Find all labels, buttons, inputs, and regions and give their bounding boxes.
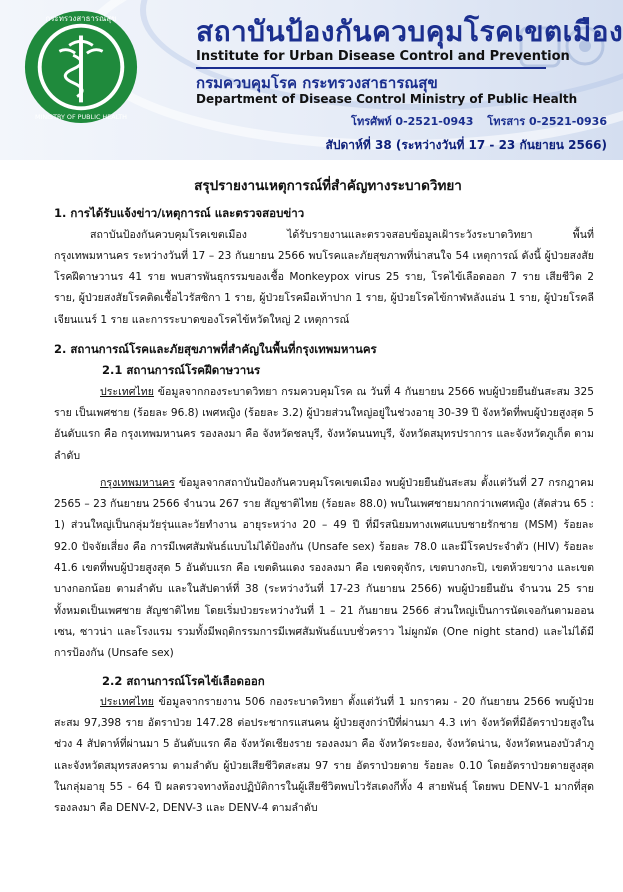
paragraph-text: ข้อมูลจากรายงาน 506 กองระบาดวิทยา ตั้งแต่วันที่ 1 มกราคม - 20 กันยายน 2566 พบผู้ป่วยสะสม 97,398 ราย อัตราป่วย 147.28 ต่อประชากรแสนคน ผู้ป่วยสูงกว่าปีที่ผ่านมา 4.3 เท่า จังหวัดที่มีอัตราป่วยสูงในช่วง 4 สัปดาห์ที่ผ่านมา 5 อันดับแรก คือ จังหวัดเชียงราย รองลงมา คือ จังหวัดระยอง, จังหวัดน่าน, จังหวัดหนองบัวลำภู และจังหวัดสมุทรสงคราม ตามลำดับ ผู้ป่วยเสียชีวิตสะสม 97 ราย อัตราป่วยตาย ร้อยละ 0.10 โดยอัตราป่วยตายสูงสุดในกลุ่มอายุ 55 - 64 ปี ผลตรวจทางห้องปฏิบัติการในผู้เสียชีวิตพบไวรัสเดงกีทั้ง 4 สายพันธุ์ โดยพบ DENV-1 มากที่สุด รองลงมา คือ DENV-2, DENV-3 และ DENV-4 ตามลำดับ <box>54 695 594 815</box>
section-2-1-paragraph-thailand <box>54 382 594 467</box>
section-1-paragraph: สถาบันป้องกันควบคุมโรคเขตเมือง ได้รับรายงานและตรวจสอบข้อมูลเฝ้าระวังระบาดวิทยา พื้นที่กรุงเทพมหานคร ระหว่างวันที่ 17 – 23 กันยายน 2566 พบโรคและภัยสุขภาพที่น่าสนใจ 54 เหตุการณ์ ดังนี้ ผู้ป่วยสงสัยโรคฝีดาษวานร 41 ราย พบสารพันธุกรรมของเชื้อ Monkeypox virus 25 ราย, โรคไข้เลือดออก 7 ราย เสียชีวิต 2 ราย, ผู้ป่วยสงสัยโรคติดเชื้อไวรัสซิกา 1 ราย, ผู้ป่วยโรคมือเท้าปาก 1 ราย, ผู้ป่วยโรคไข้กาฬหลังแอ่น 1 ราย, ผู้ป่วยโรคลีเจียนแนร์ 1 ราย และการระบาดของโรคไข้หวัดใหญ่ 2 เหตุการณ์ <box>54 228 594 326</box>
section-2-1-heading: 2.1 สถานการณ์โรคฝีดาษวานร <box>102 363 261 378</box>
lead-term: กรุงเทพมหานคร <box>100 476 175 489</box>
section-2-1-paragraph-bangkok <box>54 473 594 665</box>
lead-term: ประเทศไทย <box>100 695 154 708</box>
institute-title-thai: สถาบันป้องกันควบคุมโรคเขตเมือง <box>196 15 623 48</box>
section-1-heading: 1. การได้รับแจ้งข่าว/เหตุการณ์ และตรวจสอบข่าว <box>54 206 305 221</box>
contact-info <box>341 112 607 130</box>
lead-term: ประเทศไทย <box>100 385 154 398</box>
paragraph-text: ข้อมูลจากกองระบาดวิทยา กรมควบคุมโรค ณ วันที่ 4 กันยายน 2566 พบผู้ป่วยยืนยันสะสม 325 ราย เป็นเพศชาย (ร้อยละ 96.8) เพศหญิง (ร้อยละ 3.2) ผู้ป่วยส่วนใหญ่อยู่ในช่วงอายุ 30-39 ปี จังหวัดที่พบผู้ป่วยสูงสุด 5 อันดับแรก คือ กรุงเทพมหานคร รองลงมา คือ จังหวัดชลบุรี, จังหวัดนนทบุรี, จังหวัดสมุทรปราการ และจังหวัดภูเก็ต ตามลำดับ <box>54 385 594 462</box>
week-label: สัปดาห์ที่ 38 (ระหว่างวันที่ 17 - 23 กันยายน 2566) <box>325 138 607 152</box>
section-2-2-paragraph-thailand <box>54 692 594 820</box>
report-title: สรุปรายงานเหตุการณ์ที่สำคัญทางระบาดวิทยา <box>194 178 462 194</box>
section-2-2-heading: 2.2 สถานการณ์โรคไข้เลือดออก <box>102 673 265 688</box>
report-body <box>54 176 594 820</box>
department-english: Department of Disease Control Ministry of Public Health <box>196 92 578 106</box>
title-divider <box>196 67 546 69</box>
svg-text:กระทรวงสาธารณสุข: กระทรวงสาธารณสุข <box>45 13 117 23</box>
svg-text:MINISTRY OF PUBLIC HEALTH: MINISTRY OF PUBLIC HEALTH <box>35 113 127 122</box>
ministry-of-public-health-logo <box>22 8 140 126</box>
institute-title-english: Institute for Urban Disease Control and Prevention <box>196 49 570 64</box>
department-thai: กรมควบคุมโรค กระทรวงสาธารณสุข <box>196 74 438 92</box>
fax-number: โทรสาร 0-2521-0936 <box>487 115 607 128</box>
paragraph-text: ข้อมูลจากสถาบันป้องกันควบคุมโรคเขตเมือง พบผู้ป่วยยืนยันสะสม ตั้งแต่วันที่ 27 กรกฎาคม 2565 – 23 กันยายน 2566 จำนวน 267 ราย สัญชาติไทย (ร้อยละ 88.0) พบในเพศชายมากกว่าเพศหญิง (สัดส่วน 65 : 1) ส่วนใหญ่เป็นกลุ่มวัยรุ่นและวัยทำงาน อายุระหว่าง 20 – 49 ปี ที่มีรสนิยมทางเพศแบบชายรักชาย (MSM) ร้อยละ 92.0 ปัจจัยเสี่ยง คือ การมีเพศสัมพันธ์แบบไม่ได้ป้องกัน (Unsafe sex) ร้อยละ 78.0 และมีโรคประจำตัว (HIV) ร้อยละ 41.6 เขตที่พบผู้ป่วยสูงสุด 5 อันดับแรก คือ เขตดินแดง รองลงมา คือ เขตจตุจักร, เขตบางกะปิ, เขตห้วยขวาง และเขตบางกอกน้อย ตามลำดับ และในสัปดาห์ที่ 38 (ระหว่างวันที่ 17-23 กันยายน 2566) พบผู้ป่วยยืนยัน จำนวน 25 ราย ทั้งหมดเป็นเพศชาย สัญชาติไทย โดยเริ่มป่วยระหว่างวันที่ 1 – 21 กันยายน 2566 ส่วนใหญ่เป็นการนัดเจอกันตามออนเซน, ซาวน่า และโรงแรม รวมทั้งมีพฤติกรรมการมีเพศสัมพันธ์แบบชั่วคราว ไม่ผูกมัด (One night stand) และไม่ได้มีการป้องกัน (Unsafe sex) <box>54 476 594 660</box>
section-2-heading: 2. สถานการณ์โรคและภัยสุขภาพที่สำคัญในพื้นที่กรุงเทพมหานคร <box>54 342 377 357</box>
letterhead <box>0 0 623 160</box>
phone-number: โทรศัพท์ 0-2521-0943 <box>351 115 474 128</box>
